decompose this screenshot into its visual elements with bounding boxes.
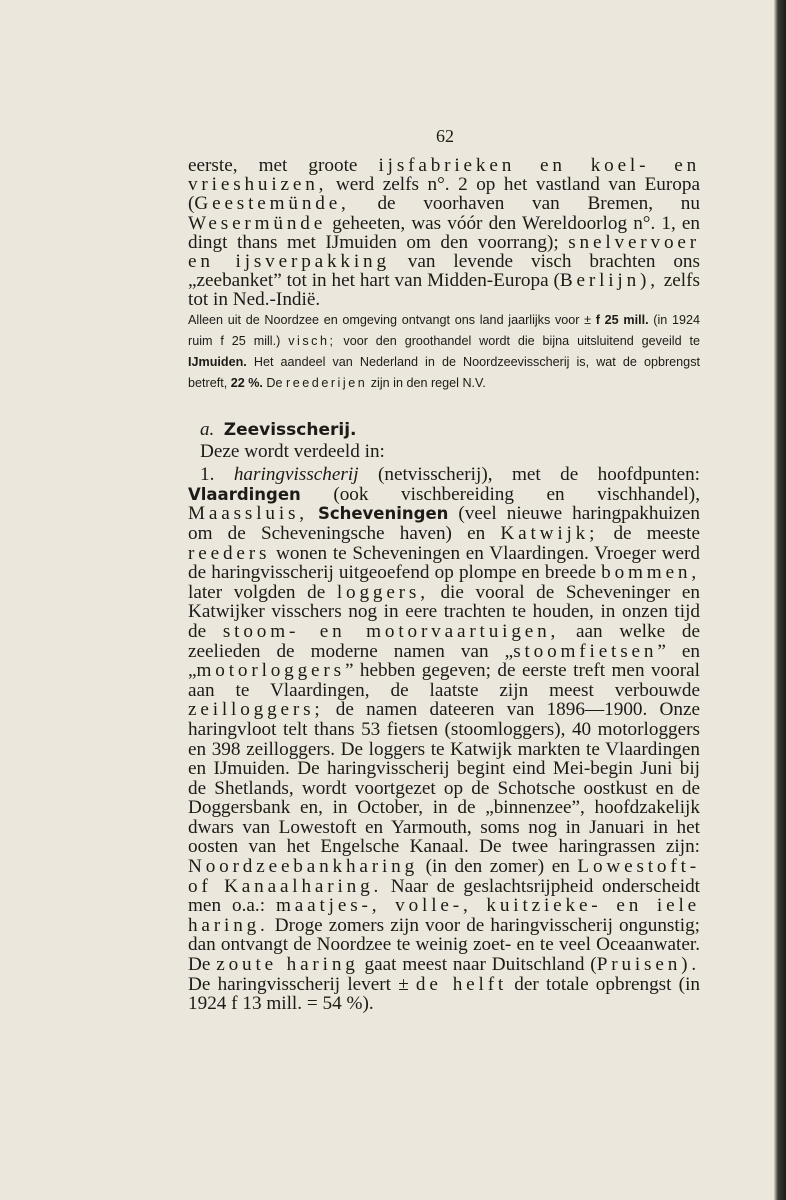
text-run: De haringvisscherij levert ± [188,973,416,995]
italic-term: haringvisscherij [233,464,359,486]
text-run: (veel nieuwe haringpakhuizen om de Scheveningsche haven) en [188,503,701,544]
spaced-term: Berlijn), [559,270,659,292]
text-run: Het aandeel van Nederland in de Noordzeevisscherij is, wat de opbrengst betreft, [188,355,700,390]
spaced-term: Lowestoft- of Kanaalharing. [188,856,700,897]
spaced-term: visch; [288,334,336,348]
text-run: (ook vischbereiding en vischhandel), [300,483,700,505]
section-body [188,465,700,1014]
bold-figure: f 25 mill. [595,313,649,327]
spaced-term: ijsfabrieken en koel- en vrieshuizen, [188,155,701,196]
bold-figure: 22 %. [230,376,263,390]
bold-place: IJmuiden. [188,355,247,369]
section-heading [200,420,700,439]
text-run: van levende visch brachten ons „zeebanket” tot in het hart van Midden-Europa ( [188,251,700,292]
text-run: de meeste [598,522,700,544]
text-run: (in den zomer) en [418,856,578,878]
text-run: Droge zomers zijn voor de haringvisscherij ongunstig; dan ontvangt de Noordzee te weinig zoet- en te veel Oceaanwater. De [188,914,700,976]
section-title: Zeevisscherij. [223,420,357,440]
spaced-term: Maassluis, [188,503,308,525]
text-run: zelfs tot in Ned.-Indië. [188,270,700,311]
page-edge-shadow [774,0,786,1200]
text-run: (in 1924 ruim f 25 mill.) [188,313,700,348]
spaced-term: maatjes-, volle-, kuitzieke- en iele haring. [188,895,700,936]
text-run: geheeten, was vóór den Wereldoorlog n°. 1, en dingt thans met IJmuiden om den voorrang); [188,212,700,253]
item-number: 1. [200,464,215,486]
text-run: der totale opbrengst (in 1924 f 13 mill. = 54 %). [188,973,700,1015]
text-run: wonen te Scheveningen en Vlaardingen. Vroeger werd de haringvisscherij uitgeoefend op plompe en breede [188,542,700,584]
text-run: gaat meest naar Duitschland ( [358,954,597,976]
text-run: de voorhaven van Bremen, nu [349,193,700,215]
spaced-term: Geestemünde, [194,193,350,215]
text-run: Alleen uit de Noordzee en omgeving ontvangt ons land jaarlijks voor ± [188,313,596,327]
text-run: eerste, met groote [188,155,379,176]
note-text [188,310,700,394]
text-run: die vooral de Scheveninger en Katwijker visschers nog in eere trachten te houden, in onzen tijd de [188,581,701,642]
section-letter: a. [200,419,215,440]
bold-place: Vlaardingen [188,484,301,504]
text-run: zijn in den regel N.V. [367,376,486,390]
spaced-term: zeilloggers; [188,699,324,721]
text-run: werd zelfs n°. 2 op het vastland van Europa ( [188,174,700,215]
text-run: ” hebben gegeven; de eerste treft men vooral aan te Vlaardingen, de laatste zijn meest verbouwde [188,660,700,701]
text-run: ” en „ [188,640,700,682]
spaced-term: reederijen [286,376,368,390]
text-run [308,503,318,524]
spaced-term: Pruisen). [596,954,701,976]
bold-place: Scheveningen [317,504,449,524]
spaced-term: Wesermünde [188,212,327,234]
page-number: 62 [436,126,454,146]
spaced-term: Katwijk; [500,522,599,544]
text-run: later volgden de [188,581,337,603]
spaced-term: stoomfietsen [513,640,658,662]
small-print-note [188,310,700,394]
text-run: Naar de geslachtsrijpheid onderscheidt men o.a.: [188,875,700,917]
spaced-term: reeders [188,542,271,564]
spaced-term: snelvervoer en ijsverpakking [188,231,700,273]
section-zeevisscherij [188,420,700,1014]
spaced-term: motorloggers [196,660,345,682]
spaced-term: Noordzeebankharing [188,856,419,878]
text-run: aan welke de zeelieden de moderne namen van „ [188,620,700,662]
text-run: de namen dateeren van 1896—1900. Onze haringvloot telt thans 53 fietsen (stoomloggers), 40 motorloggers en 398 zeilloggers. De loggers te Katwijk markten te Vlaardingen en IJmuiden. De haringvisscherij begint eind Mei-begin Juni bij de Shetlands, wordt voortgezet op de Schotsche oostkust en de Doggersbank en, in October, in de „binnenzee”, hoofdzakelijk dwars van Lowestoft en Yarmouth, soms nog in Januari in het oosten van het Engelsche Kanaal. De twee haringrassen zijn: [188,699,700,858]
intro-paragraph [188,156,700,310]
text-run: (netvisscherij), met de hoofdpunten: [358,464,701,486]
text-run: De [262,376,287,390]
spaced-term: bommen, [601,562,700,584]
spaced-term: stoom- en motorvaartuigen, [222,620,560,642]
spaced-term: zoute haring [216,954,359,976]
spaced-term: de helft [415,973,508,995]
text-run: voor den groothandel wordt die bijna uitsluitend geveild te [335,334,700,348]
section-intro: Deze wordt verdeeld in: [200,441,385,462]
spaced-term: loggers, [336,581,429,603]
intro-text [188,156,700,310]
